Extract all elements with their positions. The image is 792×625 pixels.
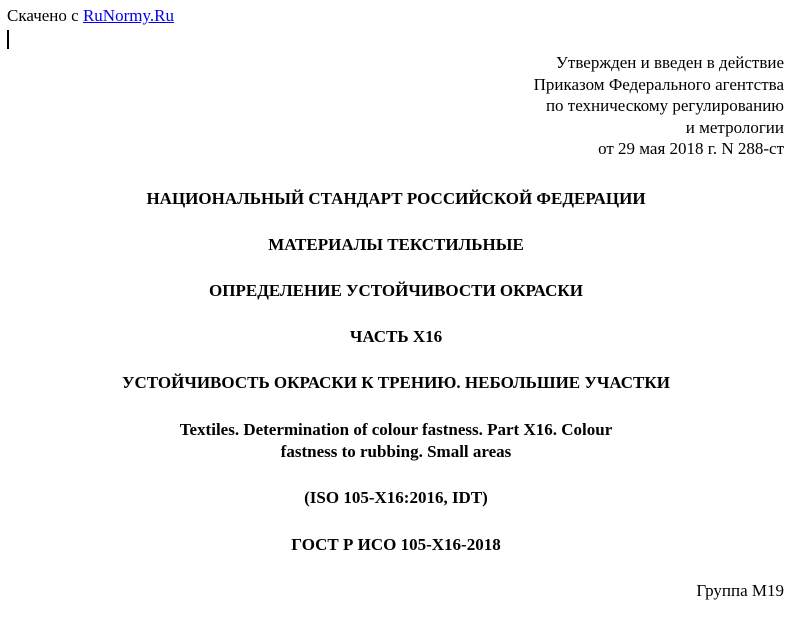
approval-line-2: Приказом Федерального агентства (533, 74, 784, 94)
title-rubbing-small-areas: УСТОЙЧИВОСТЬ ОКРАСКИ К ТРЕНИЮ. НЕБОЛЬШИЕ УЧАСТКИ (122, 373, 670, 392)
approval-line-5: от 29 мая 2018 г. N 288-ст (598, 139, 784, 159)
approval-line-4: и метрологии (685, 117, 784, 137)
standard-type-heading: НАЦИОНАЛЬНЫЙ СТАНДАРТ РОССИЙСКОЙ ФЕДЕРАЦИИ (146, 189, 646, 208)
source-line (7, 6, 174, 26)
english-title-line-1: Textiles. Determination of colour fastness. Part X16. Colour (179, 420, 613, 439)
english-title-line-2: fastness to rubbing. Small areas (280, 442, 512, 461)
approval-block (384, 52, 784, 160)
approval-line-3: по техническому регулированию (545, 96, 784, 116)
source-prefix: Скачено с (7, 6, 83, 25)
approval-line-1: Утвержден и введен в действие (555, 53, 784, 72)
group-label: Группа М19 (696, 581, 784, 600)
text-cursor (7, 30, 9, 49)
title-colour-fastness: ОПРЕДЕЛЕНИЕ УСТОЙЧИВОСТИ ОКРАСКИ (209, 281, 583, 300)
runormy-link[interactable]: RuNormy.Ru (82, 6, 174, 25)
part-heading: ЧАСТЬ X16 (349, 327, 443, 346)
title-textile-materials: МАТЕРИАЛЫ ТЕКСТИЛЬНЫЕ (268, 235, 524, 254)
gost-number: ГОСТ Р ИСО 105-X16-2018 (291, 535, 501, 554)
iso-reference: (ISO 105-X16:2016, IDT) (304, 488, 488, 507)
